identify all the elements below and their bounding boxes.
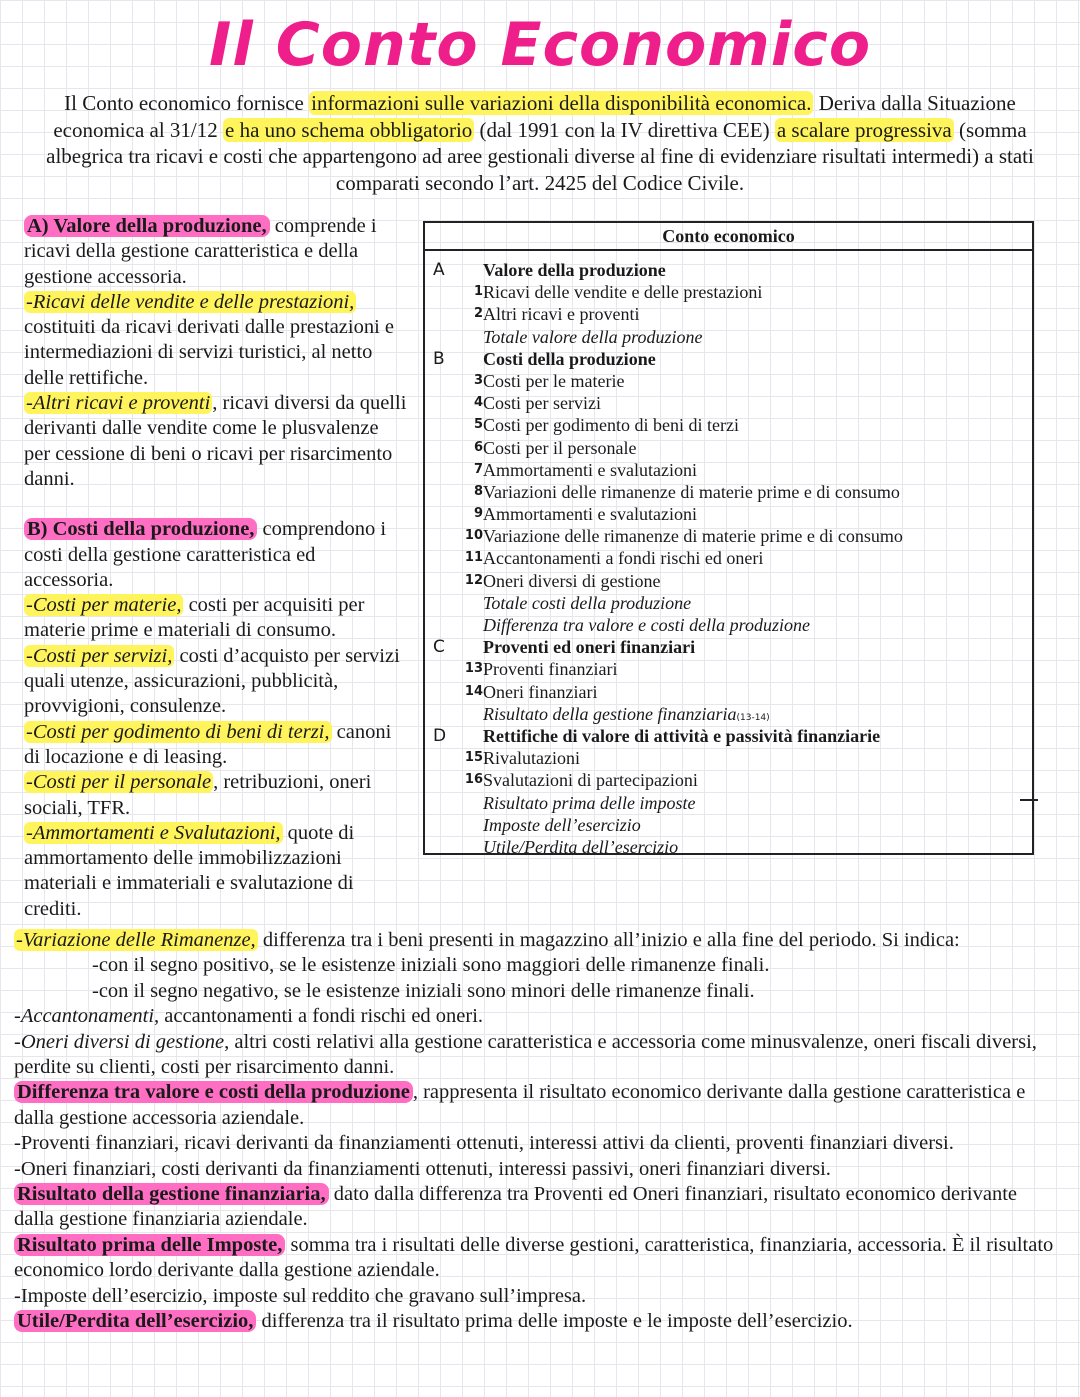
note-oneri-finanziari: -Oneri finanziari, costi derivanti da finanziamenti ottenuti, interessi passivi, oneri finanziari diversi. bbox=[14, 1157, 831, 1180]
row-label-text: Proventi finanziari bbox=[483, 659, 618, 680]
table-header: Conto economico bbox=[425, 223, 1032, 251]
row-label bbox=[483, 792, 695, 814]
table-row bbox=[425, 281, 1032, 303]
note-text: , rappresenta il risultato economico derivante dalla gestione caratteristica e dalla gestione accessoria aziendale. bbox=[14, 1081, 1026, 1129]
row-note: (13-14) bbox=[736, 712, 770, 723]
term: -Ricavi delle vendite e delle prestazioni, bbox=[26, 290, 355, 313]
row-number: 6 bbox=[473, 439, 483, 455]
note-risultato-imposte bbox=[14, 1233, 1059, 1284]
row-label-text: Ammortamenti e svalutazioni bbox=[483, 459, 697, 480]
note-text: quote di ammortamento delle immobilizzazioni materiali e immateriali e svalutazione di crediti. bbox=[24, 821, 355, 920]
note-text: costi per acquisiti per materie prime e materiali di consumo. bbox=[24, 594, 365, 642]
table-row bbox=[425, 437, 1032, 459]
row-number: 5 bbox=[473, 417, 483, 433]
row-label-text: Altri ricavi e proventi bbox=[483, 304, 640, 325]
row-label-text: Accantonamenti a fondi rischi ed oneri bbox=[483, 548, 764, 569]
heading-utile: Utile/Perdita dell’esercizio, bbox=[14, 1310, 256, 1332]
note-oneri-diversi bbox=[14, 1030, 1059, 1081]
row-number: 1 bbox=[473, 284, 483, 300]
heading-risultato-finanziario: Risultato della gestione finanziaria, bbox=[14, 1183, 329, 1205]
term: -Ammortamenti e Svalutazioni, bbox=[26, 821, 281, 844]
row-label-text: Svalutazioni di partecipazioni bbox=[483, 770, 698, 791]
row-label-text: Valore della produzione bbox=[483, 260, 666, 280]
note-ammortamenti bbox=[24, 821, 409, 922]
row-label-text: Costi per le materie bbox=[483, 370, 625, 391]
table-row bbox=[425, 303, 1032, 325]
table-row bbox=[425, 459, 1032, 481]
note-text: , retribuzioni, oneri sociali, TFR. bbox=[24, 771, 372, 819]
table-row bbox=[425, 525, 1032, 547]
note-rimanenze bbox=[14, 928, 1059, 953]
heading-b: B) Costi della produzione, bbox=[24, 518, 257, 540]
row-label bbox=[483, 370, 624, 392]
row-label bbox=[483, 525, 903, 547]
note-text: differenza tra il risultato prima delle imposte e le imposte dell’esercizio. bbox=[256, 1310, 853, 1333]
row-label-text: Variazioni delle rimanenze di materie prime e di consumo bbox=[483, 481, 900, 502]
row-label bbox=[483, 592, 691, 614]
row-label bbox=[483, 836, 678, 858]
row-label bbox=[483, 414, 739, 436]
note-differenza bbox=[14, 1080, 1059, 1131]
table-row bbox=[425, 636, 1032, 658]
row-label-text: Risultato della gestione finanziaria bbox=[483, 703, 737, 724]
row-label bbox=[483, 747, 580, 769]
row-label-text: Ricavi delle vendite e delle prestazioni bbox=[483, 282, 763, 303]
row-label-text: Oneri finanziari bbox=[483, 681, 598, 702]
table-row bbox=[425, 769, 1032, 791]
table-row bbox=[425, 814, 1032, 836]
row-label-text: Costi per godimento di beni di terzi bbox=[483, 415, 739, 436]
term: -Costi per godimento di beni di terzi, bbox=[26, 720, 330, 743]
row-number: 4 bbox=[473, 395, 483, 411]
row-number: 9 bbox=[473, 506, 483, 522]
table-row bbox=[425, 570, 1032, 592]
term: -Oneri diversi di gestione bbox=[14, 1030, 225, 1053]
row-label-text: Variazione delle rimanenze di materie prime e di consumo bbox=[483, 526, 903, 547]
row-label bbox=[483, 547, 763, 569]
spacer bbox=[24, 492, 409, 517]
row-label-text: Differenza tra valore e costi della produzione bbox=[483, 615, 810, 635]
term: -Accantonamenti bbox=[14, 1005, 155, 1028]
row-number: 2 bbox=[473, 306, 483, 322]
note-risultato-finanziario bbox=[14, 1182, 1059, 1233]
note-costi-godimento bbox=[24, 720, 409, 771]
intro-text: Il Conto economico fornisce bbox=[64, 91, 310, 115]
row-number: 3 bbox=[473, 372, 483, 388]
row-label-text: Utile/Perdita dell’esercizio bbox=[483, 836, 679, 857]
row-label bbox=[483, 303, 639, 325]
row-label bbox=[483, 658, 617, 680]
row-label bbox=[483, 570, 660, 592]
row-label-text: Rivalutazioni bbox=[483, 748, 580, 769]
note-text: differenza tra i beni presenti in magazzino all’inizio e alla fine del periodo. Si indica: bbox=[257, 929, 960, 951]
table-row bbox=[425, 725, 1032, 747]
note-text: somma tra i risultati delle diverse gestioni, caratteristica, finanziaria, accessoria. È il risultato economico lordo derivante dalla gestione aziendale. bbox=[14, 1233, 1054, 1282]
note-text: dato dalla differenza tra Proventi ed Oneri finanziari, risultato economico derivante dalla gestione finanziaria aziendale. bbox=[14, 1183, 1018, 1231]
row-number: 14 bbox=[464, 683, 483, 699]
table-row bbox=[425, 681, 1032, 703]
table-row bbox=[425, 792, 1032, 814]
intro-highlight: a scalare progressiva bbox=[776, 117, 952, 142]
note-valore-produzione bbox=[24, 214, 409, 290]
table-row bbox=[425, 658, 1032, 680]
term: -Variazione delle Rimanenze, bbox=[16, 929, 256, 951]
term: -Costi per servizi, bbox=[26, 644, 173, 667]
note-imposte: -Imposte dell’esercizio, imposte sul reddito che gravano sull’impresa. bbox=[14, 1284, 587, 1307]
section-letter: A bbox=[433, 260, 445, 280]
intro-highlight: e ha uno schema obbligatorio bbox=[225, 117, 473, 142]
row-label bbox=[483, 503, 697, 525]
note-ricavi bbox=[24, 290, 409, 391]
note-text: , ricavi diversi da quelli derivanti dalle vendite come le plusvalenze per cessione di beni o ricavi per risarcimento danni. bbox=[24, 392, 407, 490]
row-number: 13 bbox=[464, 661, 483, 677]
row-label-text: Costi per servizi bbox=[483, 393, 601, 414]
table-row bbox=[425, 481, 1032, 503]
note-text: comprende i ricavi della gestione caratteristica e della gestione accessoria. bbox=[24, 215, 377, 288]
note-costi-servizi bbox=[24, 644, 409, 720]
row-label bbox=[483, 814, 641, 836]
intro-text: Deriva dalla Situazione economica al 31/12 bbox=[53, 91, 1016, 142]
row-number: 11 bbox=[464, 550, 483, 566]
note-text: , accantonamenti a fondi rischi ed oneri. bbox=[154, 1005, 484, 1028]
row-number: 12 bbox=[464, 572, 483, 588]
term: -Altri ricavi e proventi bbox=[26, 392, 211, 415]
note-text: , altri costi relativi alla gestione caratteristica e accessoria come minusvalenze, oneri fiscali diversi, perdite su clienti, costi per risarcimento danni. bbox=[14, 1030, 1037, 1079]
note-altri-ricavi bbox=[24, 391, 409, 492]
note-text: comprendono i costi della gestione caratteristica ed accessoria. bbox=[24, 518, 387, 591]
page-title: Il Conto Economico bbox=[208, 10, 872, 80]
note-rimanenze-positivo: -con il segno positivo, se le esistenze iniziali sono maggiori delle rimanenze finali. bbox=[92, 954, 770, 977]
note-costi-personale bbox=[24, 770, 409, 821]
table-row bbox=[425, 592, 1032, 614]
left-notes bbox=[24, 214, 409, 922]
term: -Costi per il personale bbox=[26, 771, 212, 794]
row-number: 7 bbox=[473, 461, 483, 477]
row-label-text: Rettifiche di valore di attività e passività finanziarie bbox=[483, 725, 881, 746]
row-label-text: Costi per il personale bbox=[483, 437, 637, 458]
row-label bbox=[483, 725, 880, 747]
row-label-text: Costi della produzione bbox=[483, 348, 656, 369]
row-label-text: Risultato prima delle imposte bbox=[483, 792, 696, 813]
table-body bbox=[425, 251, 1032, 858]
row-label bbox=[483, 392, 601, 414]
table-row bbox=[425, 703, 1032, 725]
row-number: 15 bbox=[464, 750, 483, 766]
table-row bbox=[425, 614, 1032, 636]
table-row bbox=[425, 747, 1032, 769]
row-label bbox=[483, 259, 666, 281]
row-number: 10 bbox=[464, 528, 483, 544]
note-costi-produzione bbox=[24, 517, 409, 593]
table-row bbox=[425, 836, 1032, 858]
intro-text: (dal 1991 con la IV direttiva CEE) bbox=[474, 117, 775, 142]
table-row bbox=[425, 392, 1032, 414]
row-label-text: Totale costi della produzione bbox=[483, 592, 692, 613]
conto-economico-table bbox=[423, 221, 1034, 855]
row-label bbox=[483, 769, 698, 791]
row-label bbox=[483, 326, 703, 348]
intro-highlight: informazioni sulle variazioni della disponibilità economica. bbox=[311, 91, 812, 115]
row-label bbox=[483, 681, 597, 703]
note-utile bbox=[14, 1309, 1059, 1334]
pen-tick-mark bbox=[1020, 799, 1038, 801]
section-letter: C bbox=[433, 637, 445, 658]
row-label bbox=[483, 459, 697, 481]
row-label bbox=[483, 636, 695, 658]
table-row bbox=[425, 348, 1032, 370]
heading-a: A) Valore della produzione, bbox=[24, 215, 270, 237]
row-label-text: Proventi ed oneri finanziari bbox=[483, 637, 696, 658]
row-label-text: Totale valore della produzione bbox=[483, 326, 703, 347]
table-row bbox=[425, 326, 1032, 348]
note-accantonamenti bbox=[14, 1004, 1059, 1029]
table-row bbox=[425, 547, 1032, 569]
section-letter: B bbox=[433, 348, 445, 369]
intro-paragraph bbox=[40, 90, 1040, 196]
row-label-text: Imposte dell’esercizio bbox=[483, 814, 641, 835]
row-label bbox=[483, 437, 636, 459]
row-number: 8 bbox=[473, 483, 483, 499]
row-label-text: Oneri diversi di gestione bbox=[483, 570, 661, 591]
table-row bbox=[425, 259, 1032, 281]
row-label bbox=[483, 614, 810, 636]
intro-text: (somma albegrica tra ricavi e costi che appartengono ad aree gestionali diverse al fine di evidenziare risultati intermedi) a stati comparati secondo l’art. 2425 del Codice Civile. bbox=[46, 117, 1034, 195]
row-label bbox=[483, 281, 762, 303]
row-label bbox=[483, 481, 900, 503]
heading-differenza: Differenza tra valore e costi della produzione bbox=[14, 1081, 413, 1103]
note-text: costi d’acquisto per servizi quali utenze, assicurazioni, pubblicità, provvigioni, consulenze. bbox=[24, 644, 400, 718]
bottom-notes bbox=[14, 928, 1059, 1335]
row-number: 16 bbox=[464, 772, 483, 788]
row-label-text: Ammortamenti e svalutazioni bbox=[483, 504, 697, 525]
note-costi-materie bbox=[24, 593, 409, 644]
note-text: canoni di locazione e di leasing. bbox=[24, 720, 392, 768]
note-proventi-finanziari: -Proventi finanziari, ricavi derivanti da finanziamenti ottenuti, interessi attivi da clienti, proventi finanziari diversi. bbox=[14, 1132, 954, 1155]
section-letter: D bbox=[433, 725, 447, 746]
table-row bbox=[425, 370, 1032, 392]
term: -Costi per materie, bbox=[26, 594, 182, 617]
note-rimanenze-negativo: -con il segno negativo, se le esistenze iniziali sono minori delle rimanenze finali. bbox=[92, 979, 755, 1002]
table-row bbox=[425, 503, 1032, 525]
row-label bbox=[483, 348, 656, 370]
table-row bbox=[425, 414, 1032, 436]
heading-risultato-imposte: Risultato prima delle Imposte, bbox=[14, 1234, 285, 1256]
note-text: costituiti da ricavi derivati dalle prestazioni e intermediazioni di servizi turistici, al netto delle rettifiche. bbox=[24, 316, 395, 389]
